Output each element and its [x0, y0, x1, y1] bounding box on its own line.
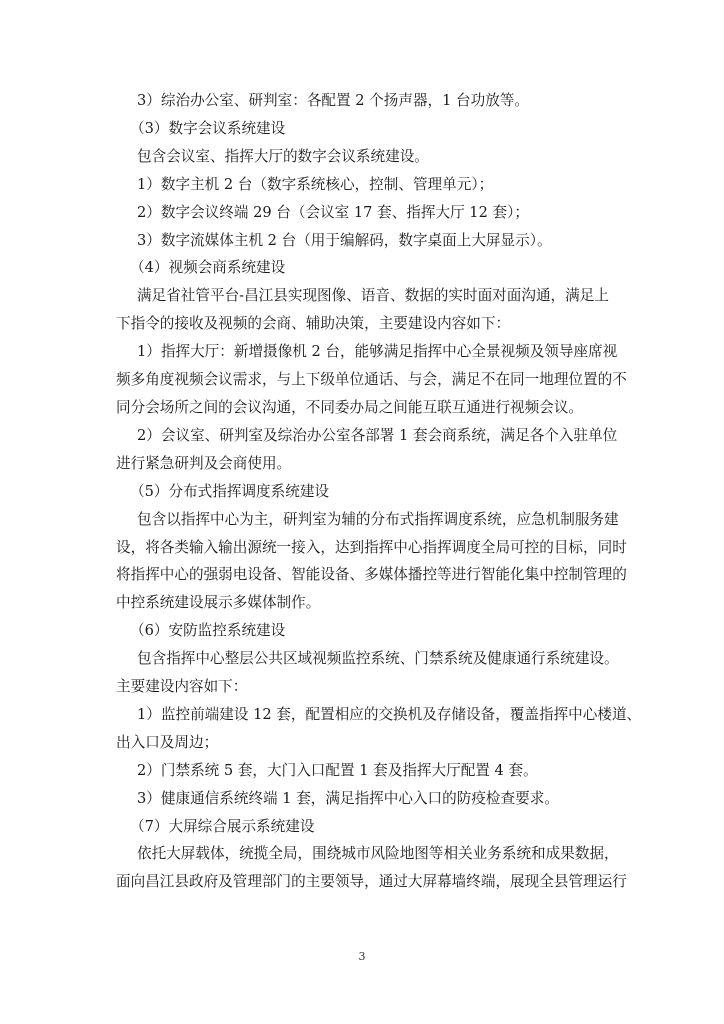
page-number: 3	[358, 950, 366, 963]
body-line: 3）数字流媒体主机 2 台（用于编解码，数字桌面上大屏显示）。	[137, 231, 552, 249]
body-line: 频多角度视频会议需求，与上下级单位通话、与会，满足不在同一地理位置的不	[116, 371, 627, 389]
body-line: 中控系统建设展示多媒体制作。	[116, 594, 321, 612]
body-line: 3）健康通信系统终端 1 套，满足指挥中心入口的防疫检查要求。	[137, 789, 559, 807]
body-line: 面向昌江县政府及管理部门的主要领导，通过大屏幕墙终端，展现全县管理运行	[116, 873, 627, 891]
body-line: 依托大屏载体，统揽全局，围绕城市风险地图等相关业务系统和成果数据，	[137, 845, 619, 863]
section-heading: （4）视频会商系统建设	[130, 259, 286, 277]
body-line: 进行紧急研判及会商使用。	[116, 454, 292, 472]
body-line: 2）数字会议终端 29 台（会议室 17 套、指挥大厅 12 套）；	[137, 203, 529, 221]
body-line: 下指令的接收及视频的会商、辅助决策，主要建设内容如下：	[116, 315, 511, 333]
body-line: 1）数字主机 2 台（数字系统核心，控制、管理单元）；	[137, 175, 494, 193]
body-line: 主要建设内容如下：	[116, 678, 248, 696]
body-line: 2）门禁系统 5 套，大门入口配置 1 套及指挥大厅配置 4 套。	[137, 761, 538, 779]
body-line: 包含指挥中心整层公共区域视频监控系统、门禁系统及健康通行系统建设。	[137, 650, 619, 668]
section-heading: （3）数字会议系统建设	[130, 119, 286, 137]
body-line: 包含会议室、指挥大厅的数字会议系统建设。	[137, 147, 429, 165]
section-heading: （6）安防监控系统建设	[130, 622, 286, 640]
body-line: 包含以指挥中心为主，研判室为辅的分布式指挥调度系统，应急机制服务建	[137, 510, 619, 528]
section-heading: （5）分布式指挥调度系统建设	[130, 482, 330, 500]
body-line: 出入口及周边；	[116, 733, 219, 751]
document-body	[116, 87, 642, 896]
body-line: 2）会议室、研判室及综治办公室各部署 1 套会商系统，满足各个入驻单位	[137, 426, 618, 444]
body-line: 同分会场所之间的会议沟通，不同委办局之间能互联互通进行视频会议。	[116, 398, 584, 416]
section-heading: （7）大屏综合展示系统建设	[130, 817, 315, 835]
body-line: 将指挥中心的强弱电设备、智能设备、多媒体播控等进行智能化集中控制管理的	[116, 566, 627, 584]
body-line: 满足省社管平台-昌江县实现图像、语音、数据的实时面对面沟通，满足上	[137, 287, 609, 305]
body-line: 1）指挥大厅：新增摄像机 2 台，能够满足指挥中心全景视频及领导座席视	[137, 343, 618, 361]
body-line: 1）监控前端建设 12 套，配置相应的交换机及存储设备，覆盖指挥中心楼道、	[137, 705, 642, 723]
body-line: 设，将各类输入输出源统一接入，达到指挥中心指挥调度全局可控的目标，同时	[116, 538, 627, 556]
body-line: 3）综治办公室、研判室：各配置 2 个扬声器，1 台功放等。	[137, 92, 530, 109]
